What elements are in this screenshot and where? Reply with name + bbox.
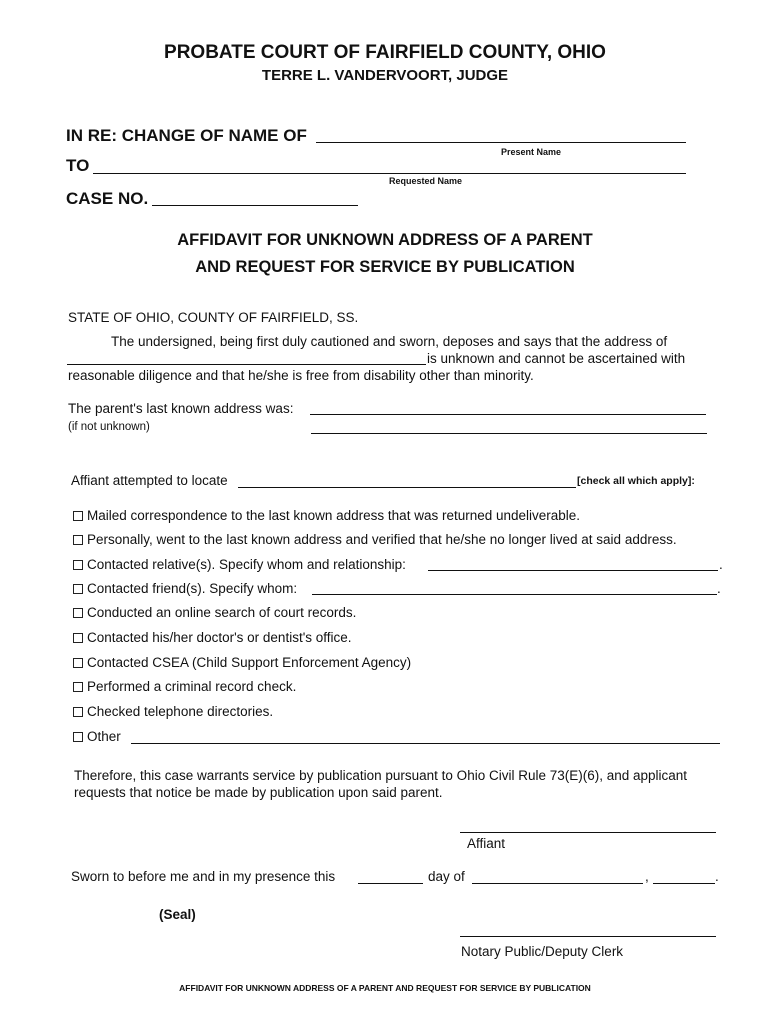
venue-statement: STATE OF OHIO, COUNTY OF FAIRFIELD, SS. <box>68 310 359 325</box>
checklist-item-telephone[interactable]: Checked telephone directories. <box>73 704 273 719</box>
checkbox-icon[interactable] <box>73 535 83 545</box>
checkbox-icon[interactable] <box>73 732 83 742</box>
attempted-label: Affiant attempted to locate <box>71 473 228 488</box>
checklist-item-personally[interactable]: Personally, went to the last known address and verified that he/she no longer lived at said address. <box>73 532 677 547</box>
affidavit-title-line1: AFFIDAVIT FOR UNKNOWN ADDRESS OF A PARENT <box>177 231 593 249</box>
case-no-field[interactable] <box>152 205 358 206</box>
present-name-label: Present Name <box>501 147 562 157</box>
sworn-day-field[interactable] <box>358 883 423 884</box>
intro-line-3: reasonable diligence and that he/she is free from disability other than minority. <box>68 368 534 383</box>
in-re-label: IN RE: CHANGE OF NAME OF <box>66 126 307 145</box>
checklist-item-mailed[interactable]: Mailed correspondence to the last known address that was returned undeliverable. <box>73 508 580 523</box>
last-known-address-label: The parent's last known address was: <box>68 401 294 416</box>
checkbox-icon[interactable] <box>73 658 83 668</box>
checkbox-icon[interactable] <box>73 560 83 570</box>
page-footer: AFFIDAVIT FOR UNKNOWN ADDRESS OF A PARENT AND REQUEST FOR SERVICE BY PUBLICATION <box>179 983 591 993</box>
sworn-statement: Sworn to before me and in my presence this <box>71 869 336 884</box>
other-specify-field[interactable] <box>131 743 720 744</box>
checkbox-icon[interactable] <box>73 707 83 717</box>
court-title: PROBATE COURT OF FAIRFIELD COUNTY, OHIO <box>164 42 606 63</box>
to-label: TO <box>66 156 90 175</box>
notary-signature-line[interactable] <box>460 936 716 937</box>
last-known-address-field-2[interactable] <box>311 433 707 434</box>
checklist-item-court-records[interactable]: Conducted an online search of court records. <box>73 605 356 620</box>
intro-line-1: The undersigned, being first duly cautioned and sworn, deposes and says that the address of <box>111 334 668 349</box>
parent-name-field[interactable] <box>67 364 426 365</box>
requested-name-field[interactable] <box>93 173 686 174</box>
last-known-address-field-1[interactable] <box>310 414 706 415</box>
attempted-person-field[interactable] <box>238 487 576 488</box>
affiant-label: Affiant <box>467 836 506 851</box>
relatives-period: . <box>719 557 723 572</box>
intro-line-2: is unknown and cannot be ascertained with <box>427 351 686 366</box>
requested-name-label: Requested Name <box>389 176 463 186</box>
sworn-year-field[interactable] <box>653 883 715 884</box>
affidavit-title-line2: AND REQUEST FOR SERVICE BY PUBLICATION <box>195 258 575 276</box>
checkbox-icon[interactable] <box>73 608 83 618</box>
date-comma: , <box>645 869 649 884</box>
case-no-label: CASE NO. <box>66 189 149 208</box>
date-period: . <box>715 869 719 884</box>
seal-label: (Seal) <box>159 907 196 922</box>
checkbox-icon[interactable] <box>73 633 83 643</box>
sworn-month-field[interactable] <box>472 883 643 884</box>
checklist-item-other[interactable]: Other <box>73 729 121 744</box>
judge-name: TERRE L. VANDERVOORT, JUDGE <box>261 67 509 84</box>
if-not-unknown-note: (if not unknown) <box>68 421 150 433</box>
friends-period: . <box>717 581 721 596</box>
friends-specify-field[interactable] <box>312 594 717 595</box>
checkbox-icon[interactable] <box>73 682 83 692</box>
checklist-item-friends[interactable]: Contacted friend(s). Specify whom: <box>73 581 297 596</box>
conclusion-line-1: Therefore, this case warrants service by publication pursuant to Ohio Civil Rule 73(E)(6), and applicant <box>74 768 688 783</box>
checklist-item-csea[interactable]: Contacted CSEA (Child Support Enforcement Agency) <box>73 655 411 670</box>
day-of-label: day of <box>428 869 465 884</box>
checklist-item-relatives[interactable]: Contacted relative(s). Specify whom and relationship: <box>73 557 406 572</box>
checkbox-icon[interactable] <box>73 511 83 521</box>
check-all-note: [check all which apply]: <box>577 475 695 487</box>
present-name-field[interactable] <box>316 142 686 143</box>
notary-label: Notary Public/Deputy Clerk <box>461 944 624 959</box>
relatives-specify-field[interactable] <box>428 570 718 571</box>
checkbox-icon[interactable] <box>73 584 83 594</box>
affiant-signature-line[interactable] <box>460 832 716 833</box>
conclusion-line-2: requests that notice be made by publication upon said parent. <box>74 785 443 800</box>
checklist-item-criminal-record[interactable]: Performed a criminal record check. <box>73 679 296 694</box>
checklist-item-doctor[interactable]: Contacted his/her doctor's or dentist's office. <box>73 630 352 645</box>
